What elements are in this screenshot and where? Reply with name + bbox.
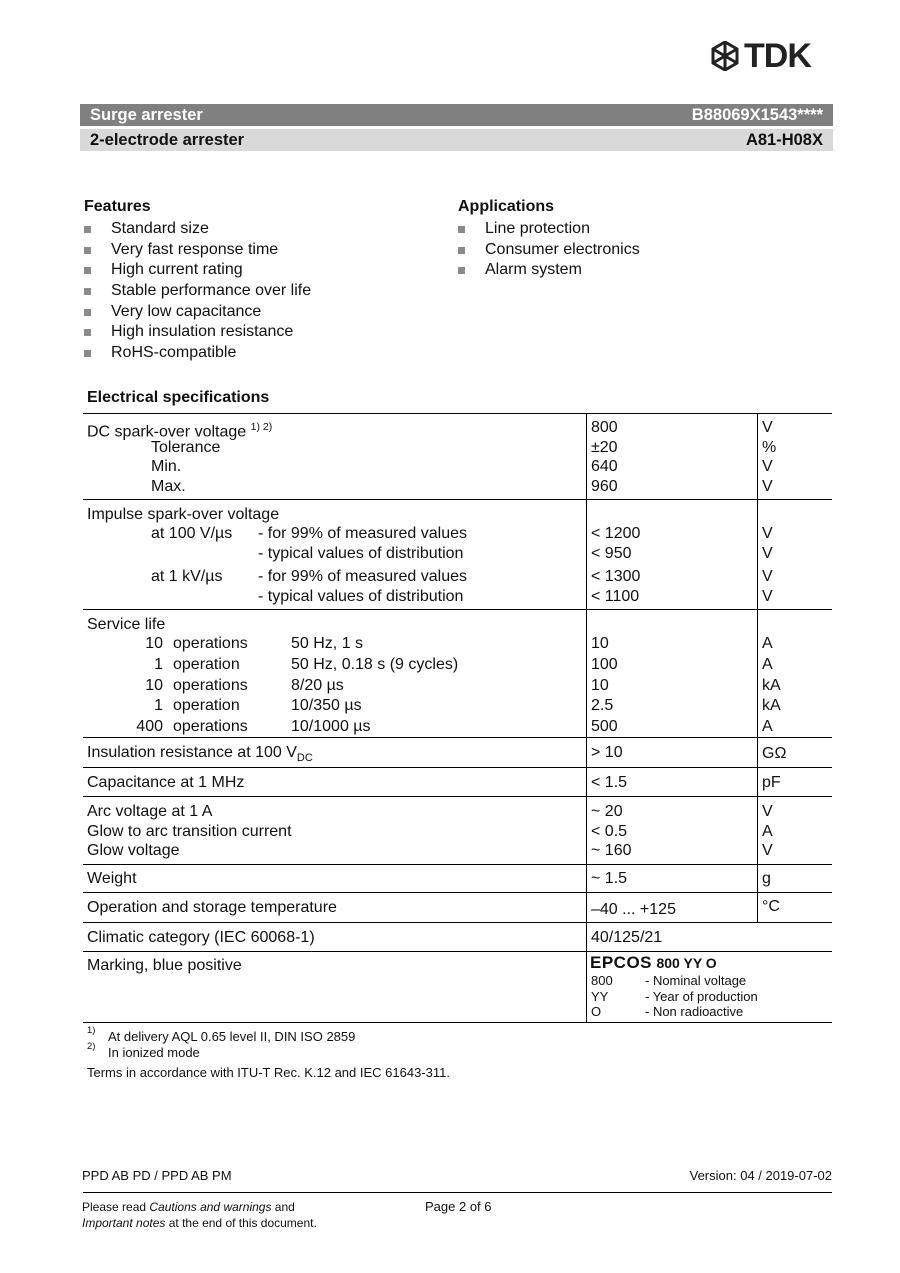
feature-text: Standard size xyxy=(111,220,209,237)
spec-value: 100 xyxy=(591,656,618,673)
spec-unit: V xyxy=(762,587,773,605)
service-count: 1 xyxy=(154,656,163,673)
spec-unit: V xyxy=(762,544,773,562)
service-op: operations xyxy=(173,676,248,694)
product-name: Surge arrester xyxy=(90,105,203,124)
table-rule xyxy=(83,922,832,923)
dc-min-label: Min. xyxy=(151,458,182,475)
bullet-icon xyxy=(84,309,91,316)
insulation-label: Insulation resistance at 100 $V_{DC}$ xyxy=(87,744,313,765)
service-life-label: Service life xyxy=(87,616,166,633)
spec-unit: °C xyxy=(762,898,780,915)
application-text: Alarm system xyxy=(485,261,582,279)
list-item xyxy=(458,260,640,281)
bullet-icon xyxy=(84,247,91,254)
bullet-icon xyxy=(84,288,91,295)
impulse-rate: at 1 kV/µs xyxy=(151,568,223,585)
spec-unit: V xyxy=(762,419,773,436)
footnote-number: 2) xyxy=(87,1041,96,1052)
column-divider xyxy=(586,413,587,1022)
spec-unit: A xyxy=(762,656,773,673)
spec-unit: V xyxy=(762,525,773,542)
column-divider xyxy=(757,413,758,922)
part-number: B88069X1543**** xyxy=(691,105,823,124)
specs-title: Electrical specifications xyxy=(87,389,270,406)
list-item xyxy=(84,281,311,302)
service-op: operation xyxy=(173,656,240,673)
spec-unit: V xyxy=(762,842,773,859)
marking-code xyxy=(590,953,717,974)
spec-value: < 950 xyxy=(591,544,632,562)
service-cond: 10/350 µs xyxy=(291,697,362,714)
service-count: 400 xyxy=(136,717,163,735)
footer-version: Version: 04 / 2019-07-02 xyxy=(689,1168,832,1183)
table-rule xyxy=(83,1022,832,1023)
list-item xyxy=(458,219,640,240)
weight-label: Weight xyxy=(87,870,137,887)
spec-value: < 1200 xyxy=(591,525,641,542)
service-op: operation xyxy=(173,697,240,714)
service-cond: 50 Hz, 1 s xyxy=(291,635,364,652)
impulse-label: Impulse spark-over voltage xyxy=(87,506,280,523)
dc-tolerance-label: Tolerance xyxy=(151,438,221,456)
capacitance-label: Capacitance at 1 MHz xyxy=(87,774,245,791)
footnote-text: At delivery AQL 0.65 level II, DIN ISO 2859 xyxy=(108,1029,356,1044)
spec-unit: g xyxy=(762,870,771,887)
impulse-desc: - for 99% of measured values xyxy=(258,525,467,542)
feature-text: Very low capacitance xyxy=(111,302,262,320)
footnote-text: In ionized mode xyxy=(108,1045,200,1060)
spec-unit: A xyxy=(762,717,773,735)
applications-title: Applications xyxy=(458,198,555,215)
spec-value: < 0.5 xyxy=(591,822,628,840)
list-item xyxy=(458,240,640,261)
bullet-icon xyxy=(84,267,91,274)
spec-value: ±20 xyxy=(591,438,618,456)
spec-unit: kA xyxy=(762,676,781,694)
product-type: 2-electrode arrester xyxy=(90,130,245,149)
table-rule xyxy=(83,413,832,414)
table-rule xyxy=(83,796,832,797)
spec-value: 10 xyxy=(591,676,609,694)
spec-unit: kA xyxy=(762,697,781,714)
marking-legend-row: YY - Year of production xyxy=(591,988,758,1004)
type-header-bar xyxy=(80,129,833,151)
spec-unit: pF xyxy=(762,774,781,791)
marking-legend-row: O - Non radioactive xyxy=(591,1004,744,1019)
feature-text: Very fast response time xyxy=(111,240,279,258)
applications-list xyxy=(458,219,640,281)
arc-label: Arc voltage at 1 A xyxy=(87,803,213,820)
terms-note: Terms in accordance with ITU-T Rec. K.12 and IEC 61643-311. xyxy=(87,1065,450,1080)
impulse-desc: - for 99% of measured values xyxy=(258,568,467,585)
list-item xyxy=(84,260,311,281)
list-item xyxy=(84,240,311,261)
page-number: Page 2 of 6 xyxy=(425,1199,492,1214)
arc-label: Glow to arc transition current xyxy=(87,822,292,840)
impulse-rate: at 100 V/µs xyxy=(151,525,233,542)
service-cond: 50 Hz, 0.18 s (9 cycles) xyxy=(291,656,459,673)
spec-unit: V xyxy=(762,803,773,820)
product-header-bar xyxy=(80,104,833,126)
spec-value: > 10 xyxy=(591,744,623,761)
spec-value: 800 xyxy=(591,419,618,436)
temperature-label: Operation and storage temperature xyxy=(87,899,337,916)
bullet-icon xyxy=(84,350,91,357)
footer-rule xyxy=(83,1192,832,1193)
spec-value: 640 xyxy=(591,458,618,475)
service-count: 1 xyxy=(154,697,163,714)
table-rule xyxy=(83,892,832,893)
impulse-desc: - typical values of distribution xyxy=(258,544,464,562)
spec-unit: GΩ xyxy=(762,745,787,762)
table-rule xyxy=(83,951,832,952)
feature-text: High current rating xyxy=(111,261,243,279)
features-list xyxy=(84,219,311,364)
service-cond: 10/1000 µs xyxy=(291,717,371,735)
type-code: A81-H08X xyxy=(745,130,823,149)
spec-value: < 1.5 xyxy=(591,774,628,791)
logo-text: TDK xyxy=(744,36,811,75)
spec-value: –40 ... +125 xyxy=(591,901,676,918)
epcos-brand: EPCOS xyxy=(590,953,653,972)
impulse-desc: - typical values of distribution xyxy=(258,587,464,605)
spec-unit: V xyxy=(762,568,773,585)
list-item xyxy=(84,219,311,240)
spec-unit: V xyxy=(762,458,773,475)
table-rule xyxy=(83,609,832,610)
spec-unit: V xyxy=(762,477,773,495)
spec-value: < 1100 xyxy=(591,587,640,605)
bullet-icon xyxy=(84,226,91,233)
footnote-number: 1) xyxy=(87,1025,96,1036)
list-item xyxy=(84,302,311,323)
service-count: 10 xyxy=(145,635,163,652)
table-rule xyxy=(83,864,832,865)
spec-value: ~ 20 xyxy=(591,803,623,820)
bullet-icon xyxy=(458,267,465,274)
marking-legend-row: 800 - Nominal voltage xyxy=(591,973,747,988)
list-item xyxy=(84,343,311,364)
service-count: 10 xyxy=(145,676,163,694)
spec-value: 40/125/21 xyxy=(591,929,663,946)
service-op: operations xyxy=(173,717,248,735)
spec-value: 500 xyxy=(591,717,618,735)
feature-text: High insulation resistance xyxy=(111,323,294,341)
feature-text: RoHS-compatible xyxy=(111,344,237,362)
bullet-icon xyxy=(458,247,465,254)
list-item xyxy=(84,322,311,343)
climatic-label: Climatic category (IEC 60068-1) xyxy=(87,929,315,946)
bullet-icon xyxy=(84,329,91,336)
spec-value: 10 xyxy=(591,635,609,652)
arc-label: Glow voltage xyxy=(87,842,180,859)
dc-max-label: Max. xyxy=(151,477,186,495)
applications-section xyxy=(458,198,640,281)
features-section xyxy=(84,198,311,364)
tdk-emblem-icon xyxy=(710,41,740,71)
spec-value: < 1300 xyxy=(591,568,641,585)
spec-value: ~ 160 xyxy=(591,842,632,859)
spec-unit: % xyxy=(762,438,777,456)
feature-text: Stable performance over life xyxy=(111,282,312,300)
footer-note: Please read Cautions and warnings and Important notes at the end of this document. xyxy=(82,1200,317,1230)
spec-value: ~ 1.5 xyxy=(591,870,628,887)
table-rule xyxy=(83,499,832,500)
dc-spark-label: DC spark-over voltage $^{1) 2)}$ xyxy=(87,421,273,441)
tdk-logo xyxy=(710,38,838,74)
footer-department: PPD AB PD / PPD AB PM xyxy=(82,1168,232,1183)
marking-code-text: 800 YY O xyxy=(656,955,717,971)
application-text: Line protection xyxy=(485,220,590,237)
spec-value: 960 xyxy=(591,477,618,495)
features-title: Features xyxy=(84,198,151,215)
spec-unit: A xyxy=(762,635,773,652)
spec-unit: A xyxy=(762,822,773,840)
application-text: Consumer electronics xyxy=(485,240,640,258)
service-cond: 8/20 µs xyxy=(291,676,344,694)
spec-value: 2.5 xyxy=(591,697,614,714)
service-op: operations xyxy=(173,635,248,652)
table-rule xyxy=(83,737,832,738)
marking-label: Marking, blue positive xyxy=(87,957,242,974)
bullet-icon xyxy=(458,226,465,233)
